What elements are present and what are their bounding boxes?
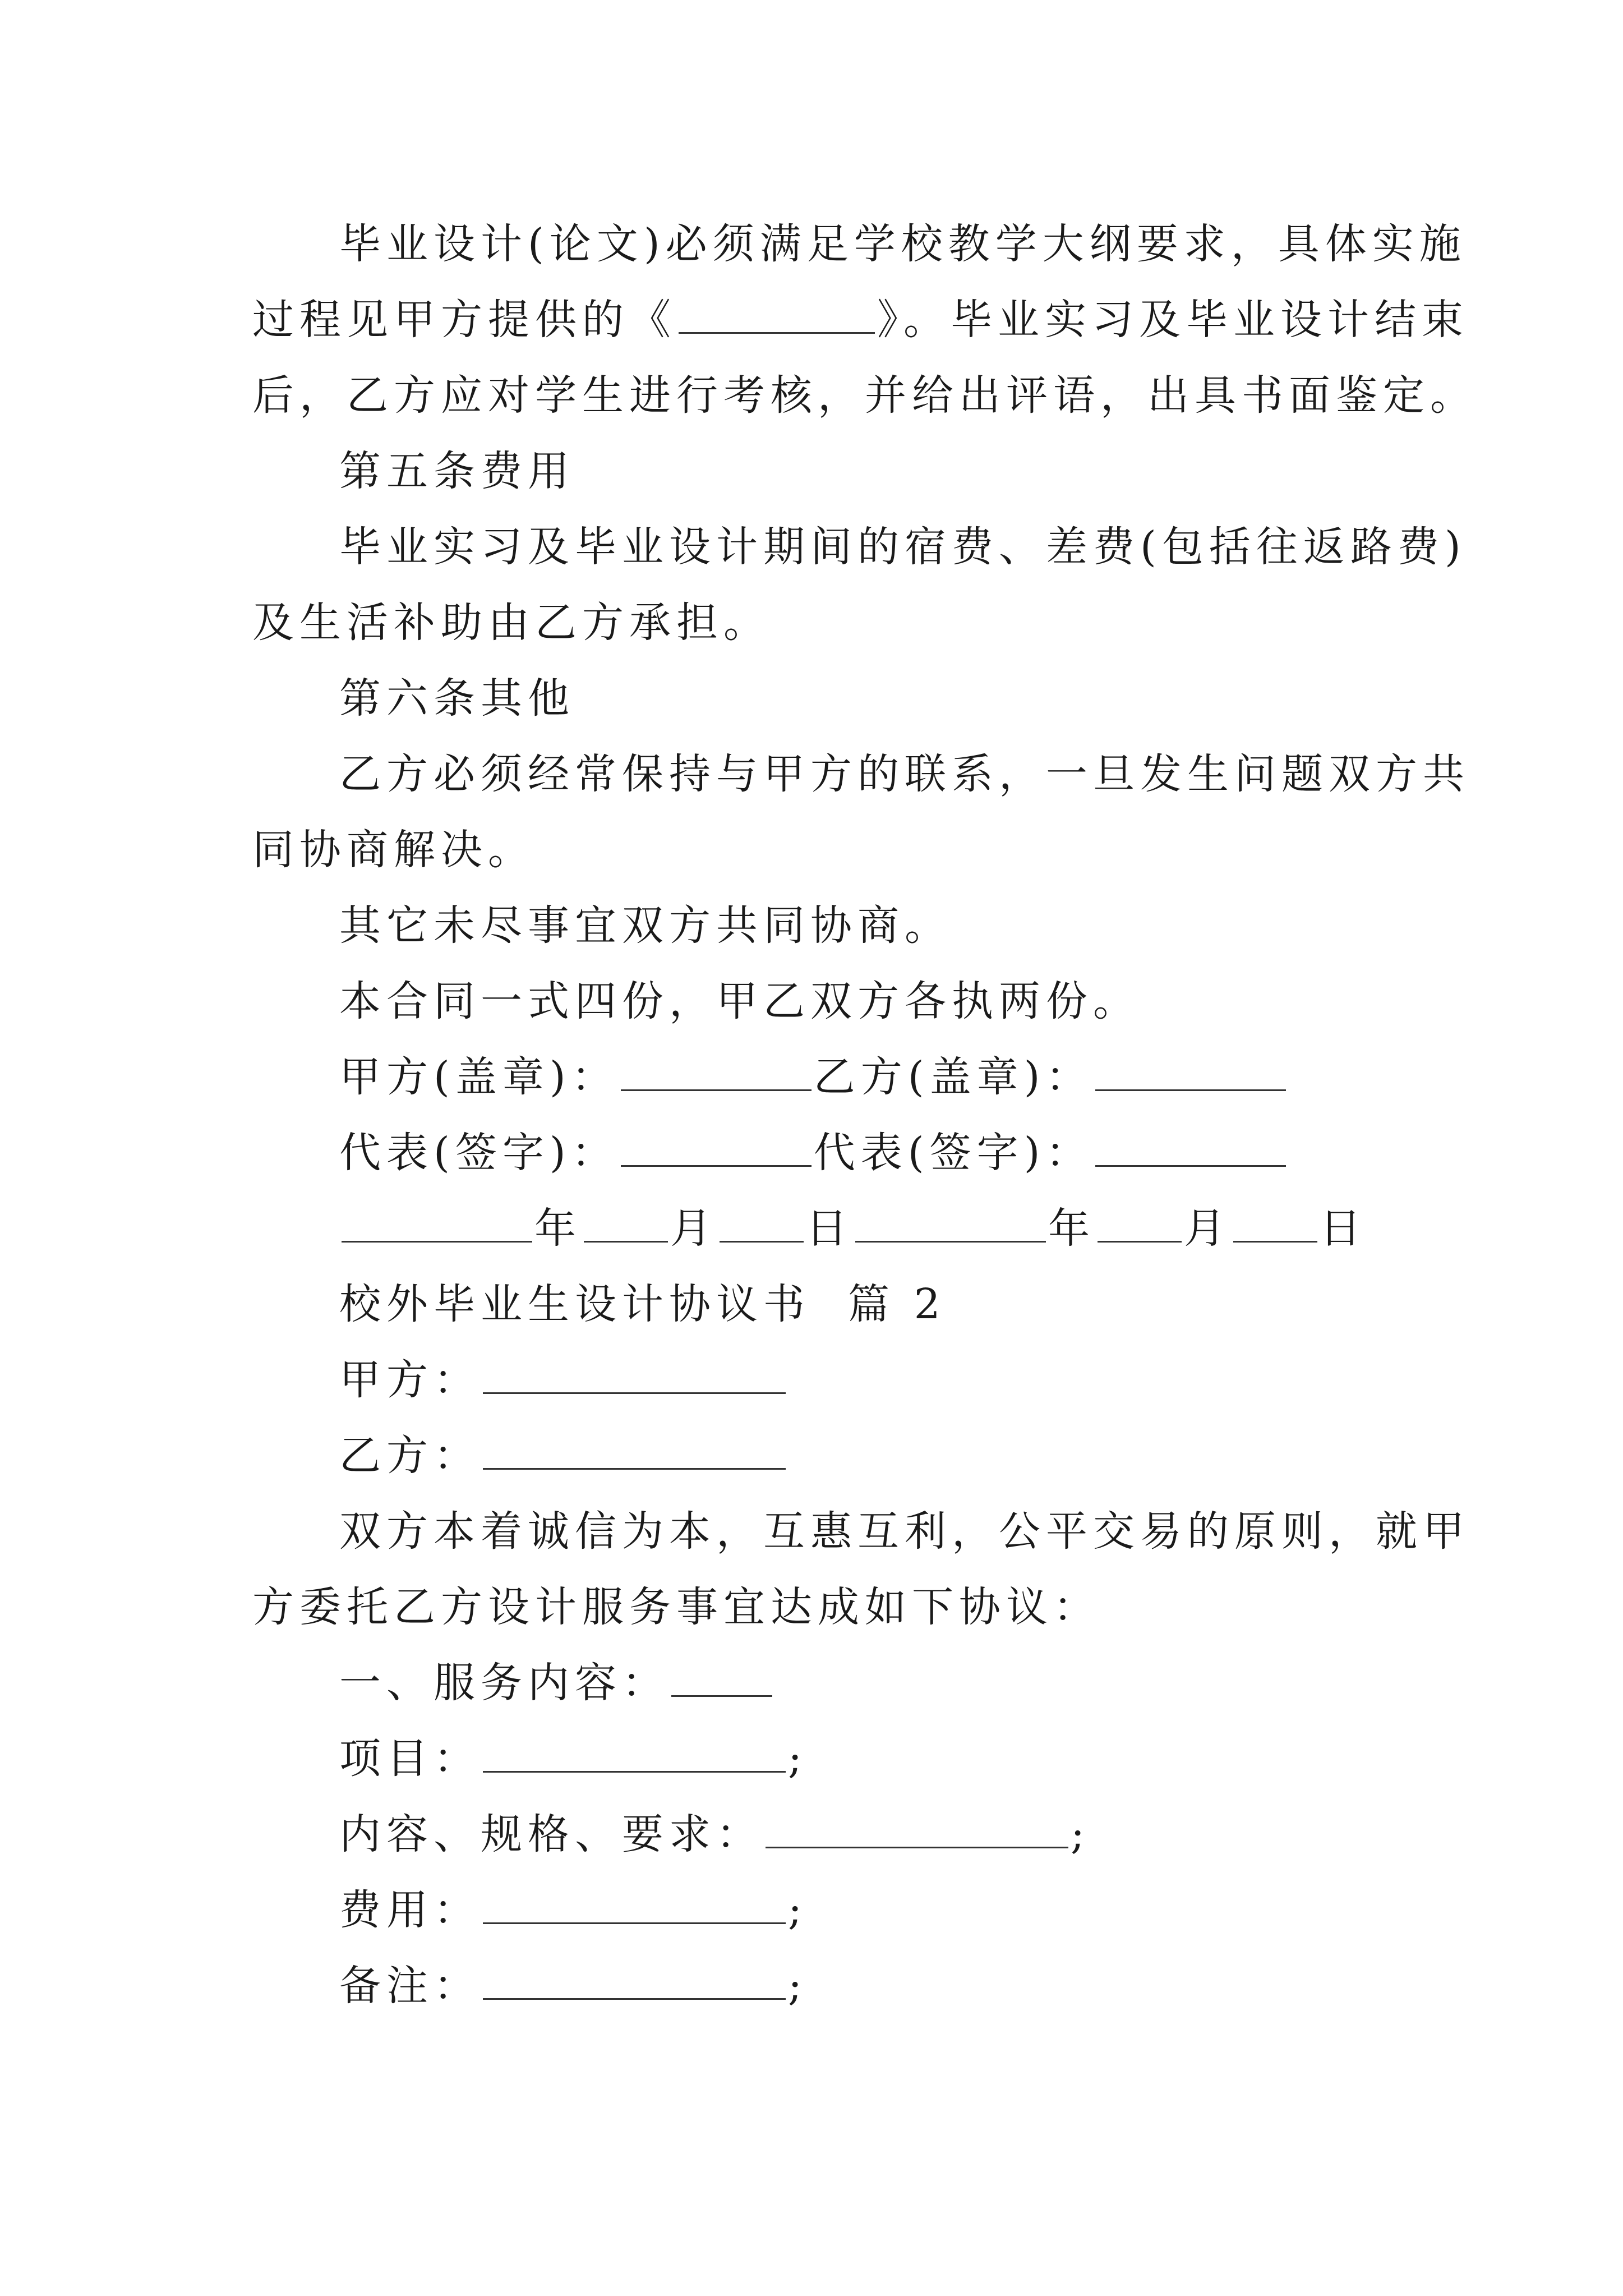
text: 毕业设计(论文)必须满足学校教学大纲要求，具体实施 — [339, 220, 1467, 268]
text: 一、服务内容： — [339, 1659, 669, 1707]
day-label: 日 — [1320, 1204, 1367, 1253]
paragraph-line — [339, 519, 1517, 575]
paragraph-line — [252, 1579, 1430, 1635]
text: 同协商解决。 — [252, 826, 535, 874]
text: 本合同一式四份，甲乙双方各执两份。 — [339, 977, 1140, 1025]
paragraph-line — [339, 216, 1517, 272]
blank-line — [621, 1129, 811, 1167]
blank-line — [483, 1962, 786, 2000]
field-line — [339, 1806, 1517, 1862]
year-label: 年 — [534, 1204, 582, 1253]
text: 第五条费用 — [339, 447, 575, 495]
text: 第六条其他 — [339, 674, 575, 723]
date-line — [339, 1200, 1517, 1257]
blank-line — [584, 1205, 668, 1243]
text: ; — [788, 1962, 808, 2010]
year-label: 年 — [1048, 1204, 1095, 1253]
spec-label: 内容、规格、要求： — [339, 1810, 763, 1858]
blank-line — [1095, 1053, 1286, 1091]
party-b-seal-label: 乙方(盖章)： — [813, 1053, 1093, 1101]
service-heading — [339, 1655, 1517, 1711]
text: 乙方必须经常保持与甲方的联系，一旦发生问题双方共 — [339, 750, 1470, 798]
text: 毕业实习及毕业设计期间的宿费、差费(包括往返路费) — [339, 523, 1467, 571]
party-a-seal-label: 甲方(盖章)： — [339, 1053, 619, 1101]
party-line — [339, 1352, 1517, 1408]
blank-line — [483, 1432, 786, 1470]
text: 后，乙方应对学生进行考核，并给出评语，出具书面鉴定。 — [252, 371, 1477, 420]
article-heading — [339, 670, 1517, 726]
party-b-label: 乙方： — [339, 1432, 481, 1480]
blank-line — [342, 1205, 532, 1243]
item-label: 项目： — [339, 1734, 481, 1783]
party-line — [339, 1428, 1517, 1484]
blank-line — [720, 1205, 804, 1243]
text: 双方本着诚信为本，互惠互利，公平交易的原则，就甲 — [339, 1507, 1470, 1556]
blank-line — [483, 1735, 786, 1773]
blank-line — [1095, 1129, 1286, 1167]
signature-rep-line — [339, 1125, 1517, 1181]
section-title — [339, 1276, 1517, 1332]
month-label: 月 — [670, 1204, 717, 1253]
paragraph-line — [252, 822, 1430, 878]
paragraph-line — [339, 746, 1517, 802]
paragraph-line — [339, 898, 1517, 954]
paragraph-line — [252, 367, 1477, 424]
paragraph-line — [339, 973, 1517, 1029]
text: 过程见甲方提供的《 — [252, 296, 676, 344]
blank-line — [855, 1205, 1046, 1243]
day-label: 日 — [806, 1204, 853, 1253]
text: ; — [1071, 1810, 1090, 1858]
blank-line — [483, 1887, 786, 1924]
party-a-label: 甲方： — [339, 1356, 481, 1404]
paragraph-line — [339, 1503, 1517, 1559]
field-line — [339, 1958, 1517, 2014]
text: ; — [788, 1734, 808, 1783]
field-line — [339, 1731, 1517, 1787]
blank-line — [671, 1659, 772, 1697]
text: 及生活补助由乙方承担。 — [252, 599, 771, 647]
blank-line — [483, 1356, 786, 1394]
text: 方委托乙方设计服务事宜达成如下协议： — [252, 1583, 1100, 1631]
blank-line — [766, 1811, 1068, 1848]
article-heading — [339, 443, 1517, 499]
blank-line — [1233, 1205, 1317, 1243]
blank-line — [621, 1053, 811, 1091]
month-label: 月 — [1184, 1204, 1231, 1253]
field-line — [339, 1882, 1517, 1938]
text: 校外毕业生设计协议书 篇 2 — [339, 1280, 946, 1328]
blank-line — [679, 296, 875, 334]
text: 其它未尽事宜双方共同协商。 — [339, 901, 952, 950]
rep-b-label: 代表(签字)： — [813, 1129, 1093, 1177]
text: 》。毕业实习及毕业设计结束 — [877, 296, 1469, 344]
paragraph-line — [252, 292, 1469, 348]
note-label: 备注： — [339, 1962, 481, 2010]
blank-line — [1098, 1205, 1182, 1243]
fee-label: 费用： — [339, 1886, 481, 1934]
text: ; — [788, 1886, 808, 1934]
rep-a-label: 代表(签字)： — [339, 1129, 619, 1177]
paragraph-line — [252, 595, 1430, 651]
signature-seal-line — [339, 1049, 1517, 1105]
